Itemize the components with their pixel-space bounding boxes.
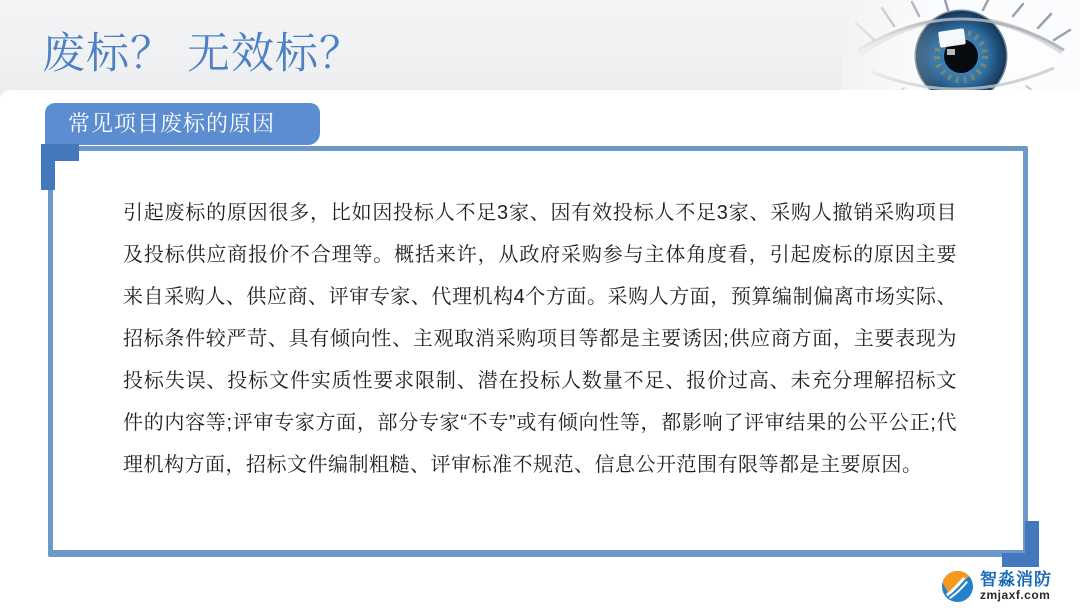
brand-logo — [941, 570, 1052, 603]
section-label: 常见项目废标的原因 — [45, 103, 320, 145]
eye-photo-fade — [842, 0, 1080, 99]
corner-accent-top-left — [41, 144, 79, 190]
header-curve — [0, 90, 1080, 100]
brand-name: 智淼消防 — [980, 570, 1052, 590]
brand-domain: zmjaxf.com — [980, 588, 1051, 603]
corner-accent-bottom-right — [1002, 521, 1039, 567]
header — [0, 0, 1080, 99]
eye-photo — [842, 0, 1080, 99]
brand-logo-text — [980, 571, 1052, 601]
page-title: 废标？ 无效标？ — [42, 30, 363, 78]
body-paragraph: 引起废标的原因很多，比如因投标人不足3家、因有效投标人不足3家、采购人撤销采购项目及投标供应商报价不合理等。概括来许，从政府采购参与主体角度看，引起废标的原因主要来自采购人、供应商、评审专家、代理机构4个方面。采购人方面，预算编制偏离市场实际、招标条件较严苛、具有倾向性、主观取消采购项目等都是主要诱因;供应商方面，主要表现为投标失误、投标文件实质性要求限制、潜在投标人数量不足、报价过高、未充分理解招标文件的内容等;评审专家方面，部分专家“不专”或有倾向性等，都影响了评审结果的公平公正;代理机构方面，招标文件编制粗糙、评审标准不规范、信息公开范围有限等都是主要原因。 — [123, 202, 957, 476]
brand-logo-icon — [941, 570, 974, 603]
